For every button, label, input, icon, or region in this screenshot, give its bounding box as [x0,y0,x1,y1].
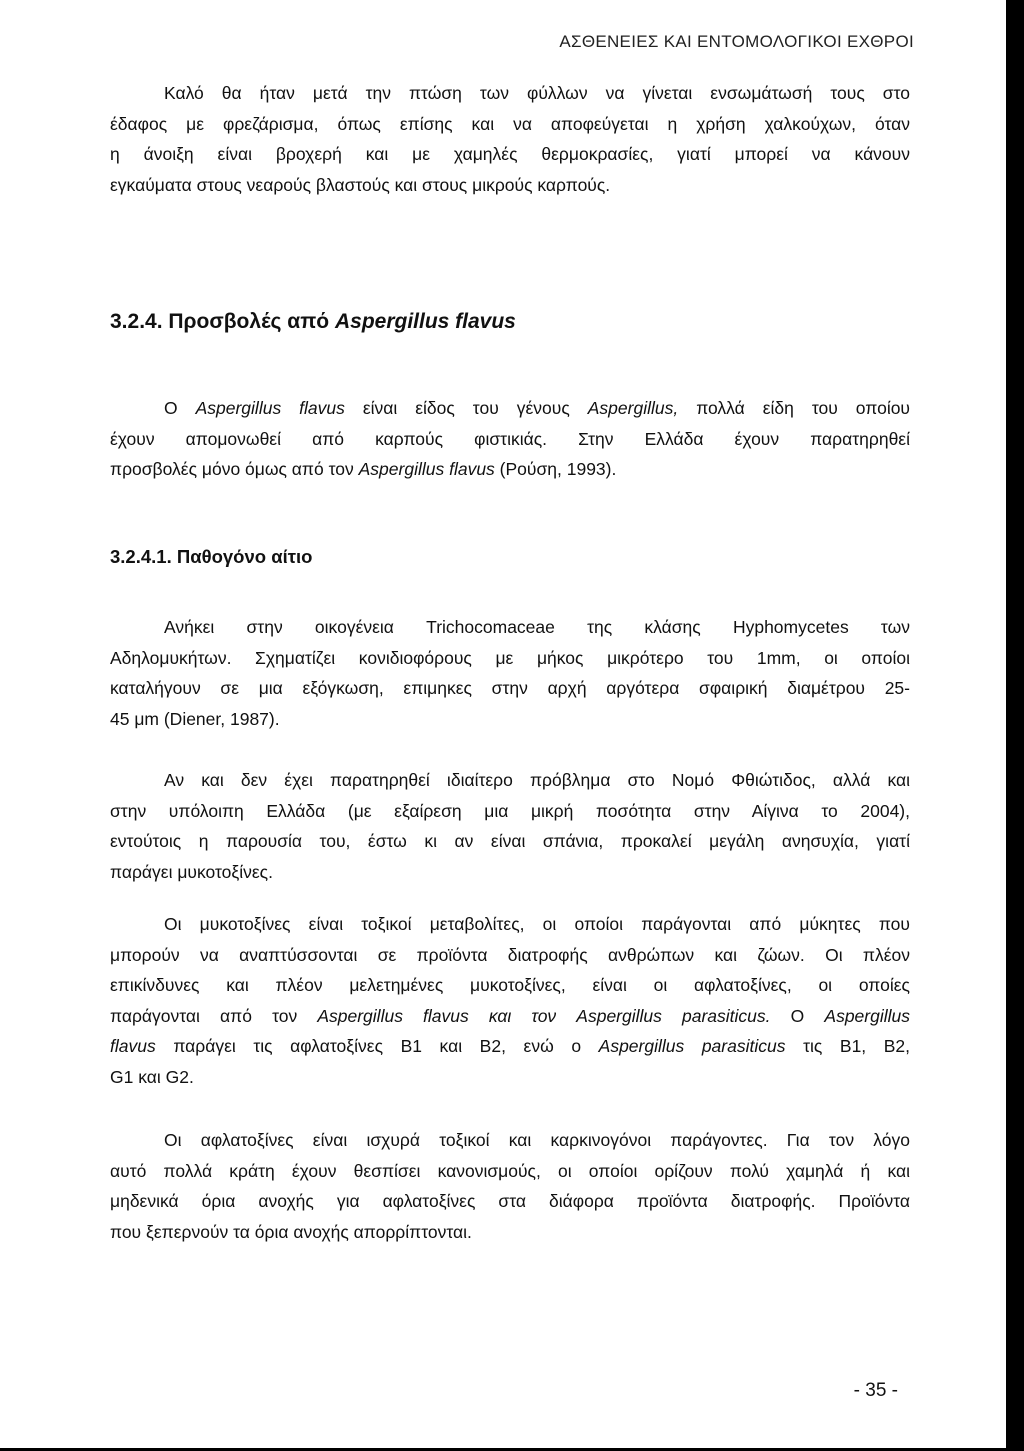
section-paragraph [110,393,910,485]
section-heading [110,310,516,334]
text-line: Οι αφλατοξίνες είναι ισχυρά τοξικοί και καρκινογόνοι παράγοντες. Για τον λόγο [164,1130,910,1150]
text-line: 45 μm (Diener, 1987). [110,708,280,729]
text-line: μπορούν να αναπτύσσονται σε προϊόντα διατροφής ανθρώπων και ζώων. Οι πλέον [110,944,910,965]
intro-paragraph [110,78,910,200]
text-line: προσβολές μόνο όμως από τον Aspergillus flavus (Ρούση, 1993). [110,459,617,479]
subsection-heading: 3.2.4.1. Παθογόνο αίτιο [110,546,313,567]
text-line: Ανήκει στην οικογένεια Trichocomaceae της κλάσης Hyphomycetes των [164,617,910,637]
text-line: Αδηλομυκήτων. Σχηματίζει κονιδιοφόρους με μήκος μικρότερο του 1mm, οι οποίοι [110,647,910,668]
text-line: καταλήγουν σε μια εξόγκωση, επιμηκες στην αρχή αργότερα σφαιρική διαμέτρου 25- [110,678,910,698]
text-line: εντούτοις η παρουσία του, έστω κι αν είναι σπάνια, προκαλεί μεγάλη ανησυχία, γιατί [110,831,910,851]
section-number: 3.2.4. [110,310,163,333]
text-line: στην υπόλοιπη Ελλάδα (με εξαίρεση μια μικρή ποσότητα στην Αίγινα το 2004), [110,800,910,821]
text-line: εγκαύματα στους νεαρούς βλαστούς και στους μικρούς καρπούς. [110,174,611,195]
text-line: Ο Aspergillus flavus είναι είδος του γένους Aspergillus, πολλά είδη του οποίου [164,398,911,418]
text-line: που ξεπερνούν τα όρια ανοχής απορρίπτονται. [110,1221,472,1242]
text-line: G1 και G2. [110,1066,194,1087]
text-line: Καλό θα ήταν μετά την πτώση των φύλλων να γίνεται ενσωμάτωσή τους στο [164,83,910,103]
text-line: μηδενικά όρια ανοχής για αφλατοξίνες στα διάφορα προϊόντα διατροφής. Προϊόντα [110,1191,910,1211]
occurrence-paragraph [110,765,910,887]
section-title: Προσβολές από [168,310,330,333]
text-line: Οι μυκοτοξίνες είναι τοξικοί μεταβολίτες, οι οποίοι παράγονται από μύκητες που [164,914,910,934]
section-title-species: Aspergillus flavus [334,310,516,333]
text-line: η άνοιξη είναι βροχερή και με χαμηλές θερμοκρασίες, γιατί μπορεί να κάνουν [110,144,910,164]
pathogen-paragraph [110,612,910,734]
text-line: flavus παράγει τις αφλατοξίνες Β1 και Β2, ενώ ο Aspergillus parasiticus τις Β1, Β2, [110,1036,911,1056]
mycotoxin-paragraph [110,909,910,1092]
text-line: έχουν απομονωθεί από καρπούς φιστικιάς. Στην Ελλάδα έχουν παρατηρηθεί [110,428,910,449]
text-line: επικίνδυνες και πλέον μελετημένες μυκοτοξίνες, είναι οι αφλατοξίνες, οι οποίες [110,975,910,995]
page-number: - 35 - [853,1380,898,1401]
text-line: Αν και δεν έχει παρατηρηθεί ιδιαίτερο πρόβλημα στο Νομό Φθιώτιδος, αλλά και [164,770,910,790]
text-line: παράγει μυκοτοξίνες. [110,861,273,882]
text-line: παράγονται από τον Aspergillus flavus και τον Aspergillus parasiticus. Ο Aspergillus [110,1005,910,1026]
text-line: έδαφος με φρεζάρισμα, όπως επίσης και να αποφεύγεται η χρήση χαλκούχων, όταν [110,113,910,134]
aflatoxin-paragraph [110,1125,910,1247]
text-line: αυτό πολλά κράτη έχουν θεσπίσει κανονισμούς, οι οποίοι ορίζουν πολύ χαμηλά ή και [110,1160,910,1181]
running-header: ΑΣΘΕΝΕΙΕΣ ΚΑΙ ΕΝΤΟΜΟΛΟΓΙΚΟΙ ΕΧΘΡΟΙ [559,32,914,51]
